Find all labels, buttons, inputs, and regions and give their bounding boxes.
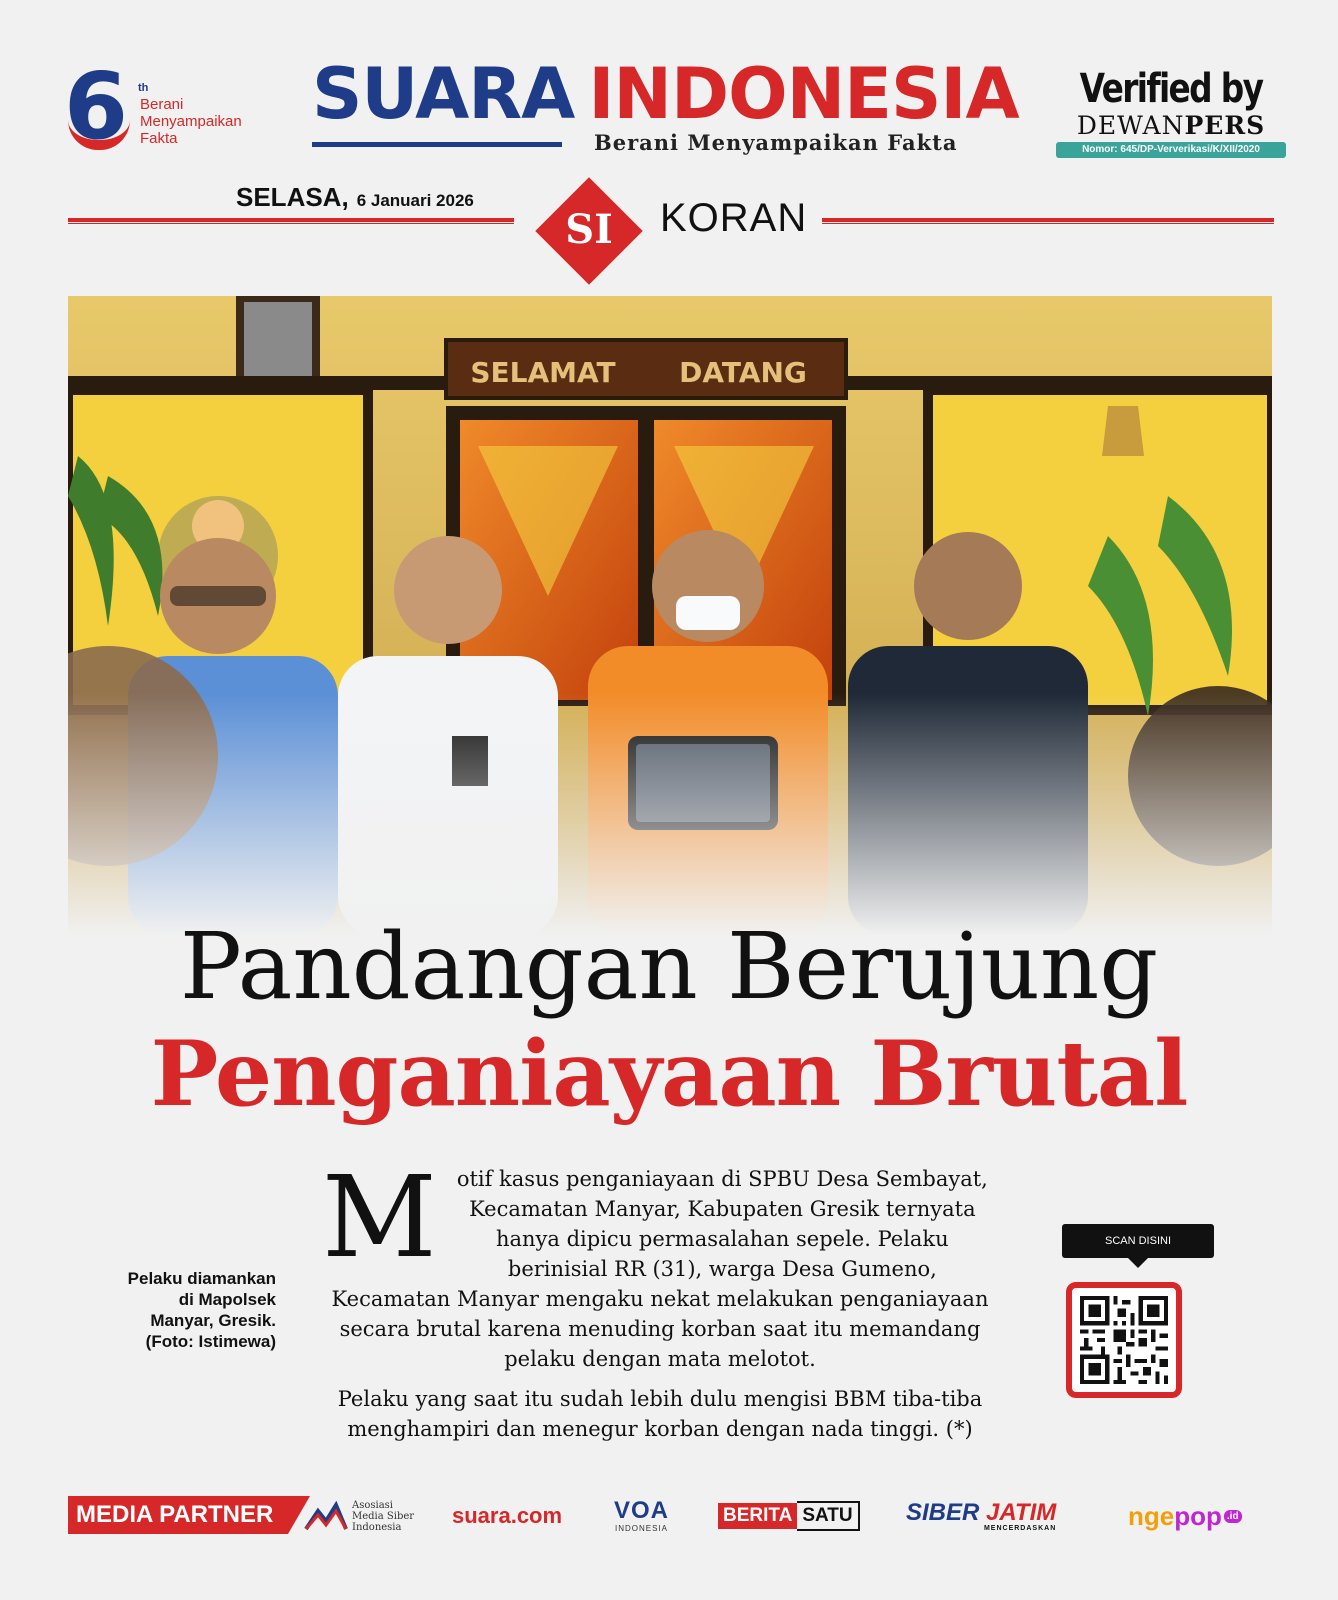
header-divider-left [68,218,514,222]
issue-day: SELASA, [236,182,349,212]
issue-date [236,182,474,213]
anniversary-logo [64,53,284,160]
anniversary-slogan [140,96,290,147]
article-dropcap: M [322,1153,437,1283]
anniversary-slogan-line: Menyampaikan [140,113,242,130]
amsi-text-line: Asosiasi [352,1499,393,1511]
siberjatim-part-1: SIBER [906,1498,980,1526]
photo-caption-line: (Foto: Istimewa) [145,1332,276,1351]
partner-amsi[interactable] [304,1492,414,1540]
brand-tagline: Berani Menyampaikan Fakta [594,130,958,155]
ngepop-part-1: nge [1128,1500,1175,1531]
header-divider-right [822,218,1274,222]
siberjatim-part-2: JATIM [986,1498,1057,1526]
brand-part-1: SUARA [312,53,575,135]
issue-date-text: 6 Januari 2026 [356,191,474,210]
news-photo-illustration [68,296,1272,936]
media-partner-label: MEDIA PARTNER [68,1496,288,1534]
verification-number: Nomor: 645/DP-Ververikasi/K/XII/2020 [1056,142,1286,158]
photo-caption [80,1268,276,1352]
photo-fade-overlay [68,296,1272,936]
voa-subtitle: INDONESIA [615,1524,669,1533]
qr-code[interactable] [1066,1282,1182,1398]
brand-part-2: INDONESIA [588,53,1019,135]
si-diamond-logo [534,176,644,286]
masthead [312,54,1024,154]
partner-siberjatim[interactable] [906,1492,1056,1540]
headline-line-1: Pandangan Berujung [179,913,1159,1020]
photo-caption-line: di Mapolsek [178,1290,276,1309]
amsi-text-line: Media Siber [352,1510,415,1522]
dewan-pers-part-2: PERS [1184,111,1266,140]
dewan-pers-wordmark [1056,112,1286,140]
partner-beritasatu[interactable] [718,1492,860,1540]
headline-line-2: Penganiayaan Brutal [150,1021,1188,1127]
article-paragraph-1-text: otif kasus penganiayaan di SPBU Desa Sembayat, Kecamatan Manyar, Kabupaten Gresik ternyata hanya dipicu permasalahan sepele. Pelaku berinisial RR (31), warga Desa Gumeno, Kecamatan Manyar mengaku nekat melakukan penganiayaan secara brutal karena menuding korban saat itu memandang pelaku dengan mata melotot. [331,1167,989,1371]
brand-wordmark [312,54,1019,134]
headline [0,912,1338,1126]
siberjatim-subtitle: MENCERDASKAN [983,1524,1057,1532]
si-logo-text: SI [565,206,613,253]
partner-ngepop[interactable] [1128,1492,1242,1540]
ngepop-part-3: .id [1224,1510,1242,1523]
qr-code-pattern [1080,1296,1168,1384]
masthead-rule [312,142,562,147]
media-partner-bar [68,1492,1274,1540]
photo-caption-line: Manyar, Gresik. [150,1311,276,1330]
ngepop-part-2: pop [1174,1500,1222,1531]
amsi-text [352,1500,414,1533]
partner-suara[interactable] [452,1492,562,1540]
verified-title: Verified by [1079,66,1263,112]
verified-badge [1056,66,1286,162]
siberjatim-wordmark [906,1498,1057,1526]
anniversary-slogan-line: Fakta [140,130,178,147]
anniversary-slogan-line: Berani [140,96,184,113]
edition-label: KORAN [660,196,808,240]
article-paragraph-1 [322,1153,998,1374]
news-photo [68,296,1272,936]
amsi-logo-icon [304,1501,348,1531]
voa-wordmark: VOA [614,1497,670,1524]
article-paragraph-2: Pelaku yang saat itu sudah lebih dulu mengisi BBM tiba-tiba menghampiri dan menegur korban dengan nada tinggi. (*) [337,1387,983,1441]
dewan-pers-part-1: DEWAN [1076,111,1185,140]
anniversary-suffix: th [138,82,149,94]
article-body [322,1153,998,1454]
beritasatu-part-1: BERITA [718,1503,797,1529]
amsi-text-line: Indonesia [352,1521,402,1533]
anniversary-number: 6 [64,53,125,160]
suara-wordmark: suara.com [452,1503,563,1528]
scan-label: SCAN DISINI [1062,1224,1214,1258]
photo-caption-line: Pelaku diamankan [127,1269,276,1288]
partner-voa[interactable] [614,1492,669,1540]
qr-section [1058,1224,1218,1404]
beritasatu-part-2: SATU [797,1501,859,1531]
